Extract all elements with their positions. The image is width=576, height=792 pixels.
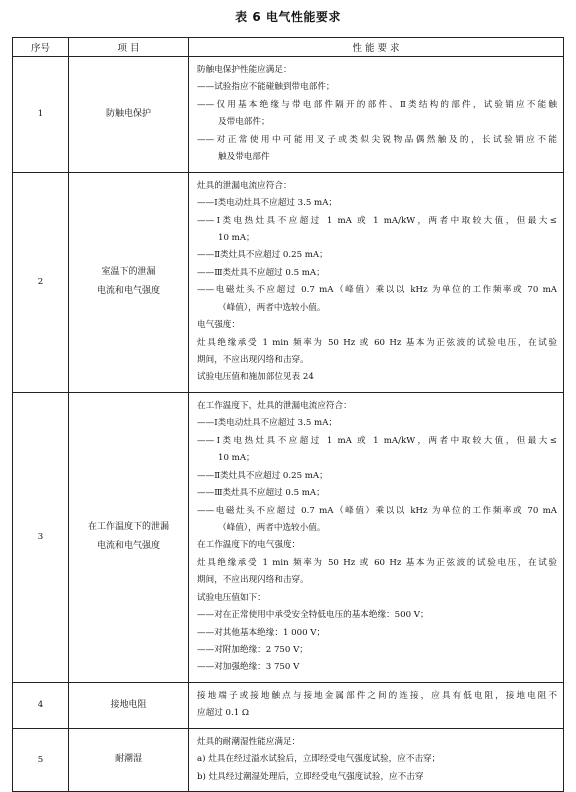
requirement-line: ——Ⅲ类灶具不应超过 0.5 mA； bbox=[197, 488, 325, 499]
row-requirement bbox=[189, 57, 564, 173]
requirement-line: ——Ⅱ类灶具不应超过 0.25 mA； bbox=[197, 250, 328, 261]
item-line: 耐潮湿 bbox=[114, 754, 142, 765]
row-requirement bbox=[189, 728, 564, 791]
requirement-line: 试验电压值和施加部位见表 24 bbox=[197, 372, 314, 383]
requirement-line: 电气强度： bbox=[197, 320, 240, 331]
requirement-line: ——电磁灶头不应超过 0.7 mA（峰值）乘以以 kHz 为单位的工作频率或 70 mA bbox=[197, 285, 557, 296]
requirement-line: ——对加强绝缘：3 750 V bbox=[197, 662, 300, 673]
requirement-line: 应超过 0.1 Ω bbox=[197, 708, 250, 719]
requirement-line: ——Ⅰ类电动灶具不应超过 3.5 mA； bbox=[197, 418, 338, 429]
requirement-line: ——电磁灶头不应超过 0.7 mA（峰值）乘以以 kHz 为单位的工作频率或 70 mA bbox=[197, 505, 557, 516]
table-body bbox=[13, 57, 564, 792]
requirement-line: 及带电部件； bbox=[218, 117, 270, 128]
requirement-line: ——对附加绝缘：2 750 V； bbox=[197, 645, 308, 655]
item-line: 室温下的泄漏 bbox=[101, 267, 156, 278]
requirement-line: 10 mA； bbox=[218, 453, 255, 464]
requirement-line: 期间，不应出现闪络和击穿。 bbox=[197, 575, 309, 586]
electrical-performance-table bbox=[12, 37, 564, 792]
requirement-line: ——Ⅲ类灶具不应超过 0.5 mA； bbox=[197, 267, 325, 278]
row-number: 2 bbox=[13, 172, 69, 392]
row-item bbox=[69, 392, 189, 682]
table-row bbox=[13, 392, 564, 682]
table-row bbox=[13, 172, 564, 392]
header-row bbox=[13, 38, 564, 57]
item-line: 接地电阻 bbox=[110, 699, 147, 710]
requirement-line: 试验电压值如下： bbox=[197, 592, 266, 603]
requirement-line: a) 灶具在经过溢水试验后，立即经受电气强度试验，应不击穿； bbox=[197, 754, 441, 765]
row-requirement bbox=[189, 682, 564, 728]
row-requirement bbox=[189, 172, 564, 392]
item-line: 在工作温度下的泄漏 bbox=[87, 522, 169, 533]
item-line: 电流和电气强度 bbox=[96, 286, 160, 297]
row-number: 3 bbox=[13, 392, 69, 682]
requirement-line: 灶具的耐潮湿性能应满足： bbox=[197, 736, 301, 747]
requirement-line: （峰值），两者中选较小值。 bbox=[218, 302, 326, 313]
requirement-line: 10 mA； bbox=[218, 232, 255, 243]
row-item bbox=[69, 682, 189, 728]
requirement-line: ——Ⅰ类电热灶具不应超过 1 mA 或 1 mA/kW，两者中取较大值，但最大≤ bbox=[197, 215, 557, 226]
requirement-line: 在工作温度下，灶具的泄漏电流应符合： bbox=[197, 400, 352, 411]
item-line: 电流和电气强度 bbox=[96, 541, 160, 552]
requirement-line: 灶具绝缘承受 1 min 频率为 50 Hz 或 60 Hz 基本为正弦波的试验电压，在试验 bbox=[197, 337, 557, 348]
row-item bbox=[69, 57, 189, 173]
header-requirement: 性 能 要 求 bbox=[189, 38, 564, 57]
requirement-line: ——对在正常使用中承受安全特低电压的基本绝缘：500 V； bbox=[197, 610, 429, 621]
requirement-line: 期间，不应出现闪络和击穿。 bbox=[197, 355, 309, 365]
requirement-line: ——试验指应不能碰触到带电部件； bbox=[197, 82, 335, 93]
table-row bbox=[13, 728, 564, 791]
row-number: 1 bbox=[13, 57, 69, 173]
row-number: 5 bbox=[13, 728, 69, 791]
row-number: 4 bbox=[13, 682, 69, 728]
table-row bbox=[13, 57, 564, 173]
header-no: 序号 bbox=[13, 38, 69, 57]
requirement-line: （峰值），两者中选较小值。 bbox=[218, 522, 326, 533]
requirement-line: 接地端子或接地触点与接地金属部件之间的连接，应具有低电阻，接地电阻不 bbox=[197, 690, 557, 701]
requirement-line: ——Ⅰ类电动灶具不应超过 3.5 mA； bbox=[197, 198, 338, 209]
requirement-line: ——仅用基本绝缘与带电部件隔开的部件、Ⅱ类结构的部件，试验销应不能触 bbox=[197, 99, 557, 110]
requirement-line: 灶具绝缘承受 1 min 频率为 50 Hz 或 60 Hz 基本为正弦波的试验电压，在试验 bbox=[197, 557, 557, 568]
requirement-line: ——Ⅰ类电热灶具不应超过 1 mA 或 1 mA/kW，两者中取较大值，但最大≤ bbox=[197, 435, 557, 446]
row-item bbox=[69, 728, 189, 791]
requirement-line: b) 灶具经过潮湿处理后，立即经受电气强度试验，应不击穿 bbox=[197, 771, 424, 782]
requirement-line: ——Ⅱ类灶具不应超过 0.25 mA； bbox=[197, 470, 328, 481]
requirement-line: 防触电保护性能应满足： bbox=[197, 65, 292, 75]
row-item bbox=[69, 172, 189, 392]
requirement-line: ——对其他基本绝缘：1 000 V； bbox=[197, 627, 326, 638]
requirement-line: ——对正常使用中可能用叉子或类似尖锐物品偶然触及的，长试验销应不能 bbox=[197, 134, 557, 145]
row-requirement bbox=[189, 392, 564, 682]
table-title: 表 6 电气性能要求 bbox=[235, 10, 341, 24]
requirement-line: 触及带电部件 bbox=[218, 152, 270, 163]
table-row bbox=[13, 682, 564, 728]
header-item: 项 目 bbox=[69, 38, 189, 57]
requirement-line: 在工作温度下的电气强度： bbox=[197, 540, 301, 551]
item-line: 防触电保护 bbox=[105, 108, 151, 119]
requirement-line: 灶具的泄漏电流应符合： bbox=[197, 180, 292, 191]
